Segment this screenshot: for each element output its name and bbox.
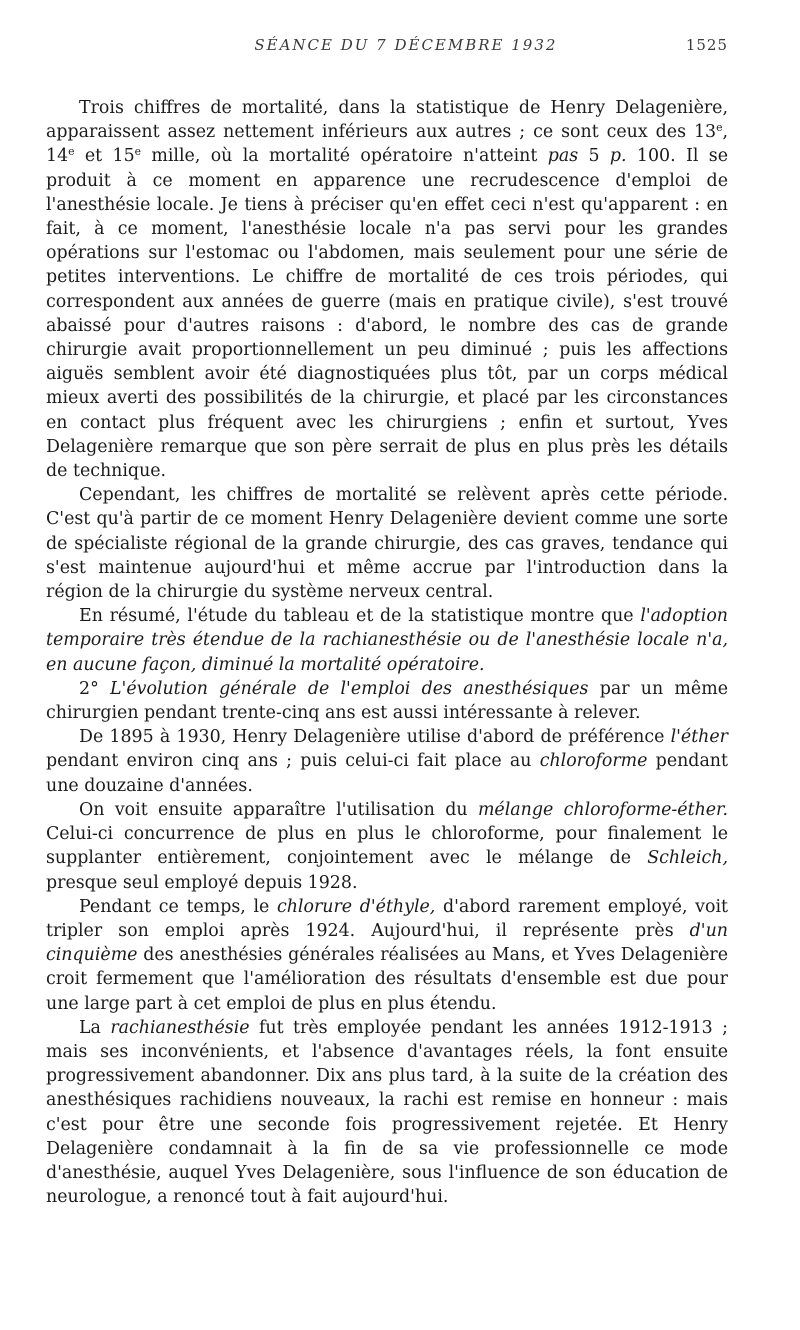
paragraph bbox=[46, 895, 728, 1016]
paragraph bbox=[46, 677, 728, 725]
italic-text: Schleich, bbox=[647, 848, 728, 869]
text-run: des anesthésies générales réalisées au Mans, et Yves Delagenière croit fermement que l'amélioration des résultats d'ensemble est due pour une large part à cet emploi de plus en plus étendu. bbox=[46, 945, 728, 1014]
text-run: 100. Il se produit à ce moment en apparence une recrudescence d'emploi de l'anesthésie locale. Je tiens à préciser qu'en effet ceci n'est qu'apparent : en fait, à ce moment, l'anesthésie locale n'a pas servi pour les grandes opérations sur l'estomac ou l'abdomen, mais seulement pour une série de petites interventions. Le chiffre de mortalité de ces trois périodes, qui correspondent aux années de guerre (mais en pratique civile), s'est trouvé abaissé pour d'autres raisons : d'abord, le nombre des cas de grande chirurgie avait proportionnellement un peu diminué ; puis les affections aiguës semblent avoir été diagnostiquées plus tôt, par un corps médical mieux averti des possibilités de la chirurgie, et placé par les circonstances en contact plus fréquent avec les chirurgiens ; enfin et surtout, Yves Delagenière remarque que son père serrait de plus en plus près les détails de technique. bbox=[46, 146, 729, 482]
text-run: par un même chirurgien pendant trente-cinq ans est aussi intéressante à relever. bbox=[46, 678, 728, 724]
text-run: fut très employée pendant les années 1912-1913 ; mais ses inconvénients, et l'absence d'avantages réels, la font ensuite progressivement abandonner. Dix ans plus tard, à la suite de la création des anesthésiques rachidiens nouveaux, la rachi est remise en honneur : mais c'est pour être une seconde fois progressivement rejetée. Et Henry Delagenière condamnait à la fin de sa vie professionnelle ce mode d'anesthésie, auquel Yves Delagenière, sous l'influence de son éducation de neurologue, a renoncé tout à fait aujourd'hui. bbox=[46, 1017, 729, 1208]
italic-text: chloroforme bbox=[539, 751, 648, 772]
text-run: Pendant ce temps, le bbox=[79, 896, 277, 917]
paragraph bbox=[46, 604, 728, 677]
text-run: mille, où la mortalité opératoire n'atteint bbox=[141, 146, 548, 167]
superscript: e bbox=[134, 145, 142, 159]
text-run: presque seul employé depuis 1928. bbox=[46, 872, 358, 893]
text-run: De 1895 à 1930, Henry Delagenière utilise d'abord de préférence bbox=[79, 727, 671, 748]
italic-text: p. bbox=[609, 146, 627, 167]
text-run: En résumé, l'étude du tableau et de la statistique montre que bbox=[79, 606, 641, 627]
italic-text: pas bbox=[547, 146, 579, 167]
italic-text: chlorure d'éthyle, bbox=[276, 896, 436, 917]
italic-text: L'évolution générale de l'emploi des anesthésiques bbox=[110, 678, 589, 699]
text-run: , 14 bbox=[46, 122, 728, 167]
italic-text: d'un cinquième bbox=[46, 920, 728, 966]
text-run: Trois chiffres de mortalité, dans la statistique de Henry Delagenière, apparaissent assez nettement inférieurs aux autres ; ce sont ceux des 13 bbox=[46, 98, 728, 143]
text-run: pendant environ cinq ans ; puis celui-ci fait place au bbox=[46, 751, 540, 772]
italic-text: l'adoption temporaire très étendue de la rachianesthésie ou de l'anesthésie locale n'a, en aucune façon, diminué la mortalité opératoire. bbox=[46, 606, 728, 675]
page-number: 1525 bbox=[685, 36, 728, 54]
running-title: SÉANCE DU 7 DÉCEMBRE 1932 bbox=[254, 36, 558, 54]
paragraph bbox=[46, 798, 728, 895]
paragraph bbox=[46, 725, 728, 798]
text-run: 5 bbox=[578, 146, 610, 167]
text-run: Celui-ci concurrence de plus en plus le chloroforme, pour finalement le supplanter entièrement, conjointement avec le mélange de bbox=[46, 824, 728, 869]
superscript: e bbox=[68, 145, 75, 159]
text-run: Cependant, les chiffres de mortalité se relèvent après cette période. C'est qu'à partir de ce moment Henry Delagenière devient comme une sorte de spécialiste régional de la grande chirurgie, des cas graves, tendance qui s'est maintenue aujourd'hui et même accrue par l'introduction dans la région de la chirurgie du système nerveux central. bbox=[46, 485, 728, 603]
italic-text: rachianesthésie bbox=[110, 1017, 250, 1038]
running-head bbox=[46, 36, 728, 62]
superscript: e bbox=[716, 121, 723, 135]
text-run: pendant une douzaine d'années. bbox=[46, 751, 728, 796]
text-run: La bbox=[79, 1017, 111, 1038]
article-body bbox=[46, 96, 728, 1209]
italic-text: l'éther bbox=[670, 727, 728, 748]
text-run: et 15 bbox=[74, 146, 135, 167]
text-run: On voit ensuite apparaître l'utilisation du bbox=[79, 799, 478, 820]
paragraph bbox=[46, 483, 728, 604]
italic-text: mélange chloroforme-éther. bbox=[477, 799, 728, 820]
paragraph bbox=[46, 1016, 728, 1210]
page bbox=[46, 36, 728, 1209]
text-run: 2° bbox=[79, 678, 110, 699]
text-run: d'abord rarement employé, voit tripler son emploi après 1924. Aujourd'hui, il représente près bbox=[46, 896, 728, 941]
paragraph bbox=[46, 96, 728, 483]
